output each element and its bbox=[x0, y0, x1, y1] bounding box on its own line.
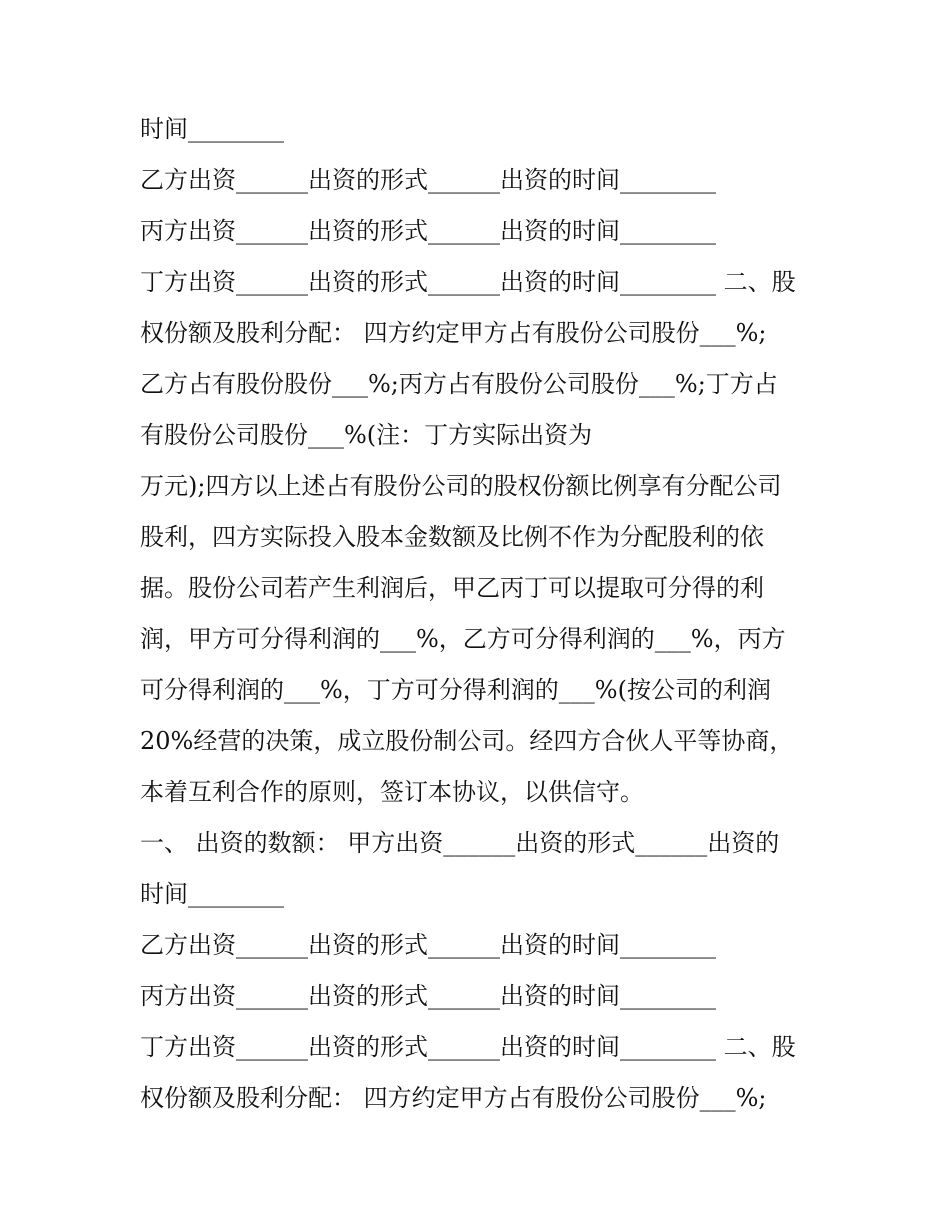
document-body bbox=[140, 104, 820, 1124]
text-line: 据。股份公司若产生利润后，甲乙丙丁可以提取可分得的利 bbox=[140, 574, 764, 602]
text-line: 乙方出资______出资的形式______出资的时间________ bbox=[140, 931, 716, 959]
text-line: 权份额及股利分配： 四方约定甲方占有股份公司股份___%; bbox=[140, 1084, 767, 1112]
text-line: 万元);四方以上述占有股份公司的股权份额比例享有分配公司 bbox=[140, 472, 782, 500]
text-line: 润，甲方可分得利润的___%，乙方可分得利润的___%，丙方 bbox=[140, 625, 786, 653]
text-line: 权份额及股利分配： 四方约定甲方占有股份公司股份___%; bbox=[140, 319, 767, 347]
text-line: 时间________ bbox=[140, 880, 284, 908]
text-line: 时间________ bbox=[140, 115, 284, 143]
text-line: 丁方出资______出资的形式______出资的时间________ 二、股 bbox=[140, 268, 796, 296]
text-line: 一、 出资的数额： 甲方出资______出资的形式______出资的 bbox=[140, 829, 780, 857]
text-line: 股利，四方实际投入股本金数额及比例不作为分配股利的依 bbox=[140, 523, 764, 551]
text-line: 有股份公司股份___%(注：丁方实际出资为 bbox=[140, 421, 593, 449]
text-line: 乙方占有股份股份___%;丙方占有股份公司股份___%;丁方占 bbox=[140, 370, 778, 398]
text-line: 丙方出资______出资的形式______出资的时间________ bbox=[140, 217, 716, 245]
text-line: 20%经营的决策，成立股份制公司。经四方合伙人平等协商， bbox=[140, 727, 794, 755]
text-line: 丙方出资______出资的形式______出资的时间________ bbox=[140, 982, 716, 1010]
text-line: 可分得利润的___%，丁方可分得利润的___%(按公司的利润 bbox=[140, 676, 771, 704]
text-line: 丁方出资______出资的形式______出资的时间________ 二、股 bbox=[140, 1033, 796, 1061]
text-line: 乙方出资______出资的形式______出资的时间________ bbox=[140, 166, 716, 194]
text-line: 本着互利合作的原则，签订本协议，以供信守。 bbox=[140, 778, 644, 806]
